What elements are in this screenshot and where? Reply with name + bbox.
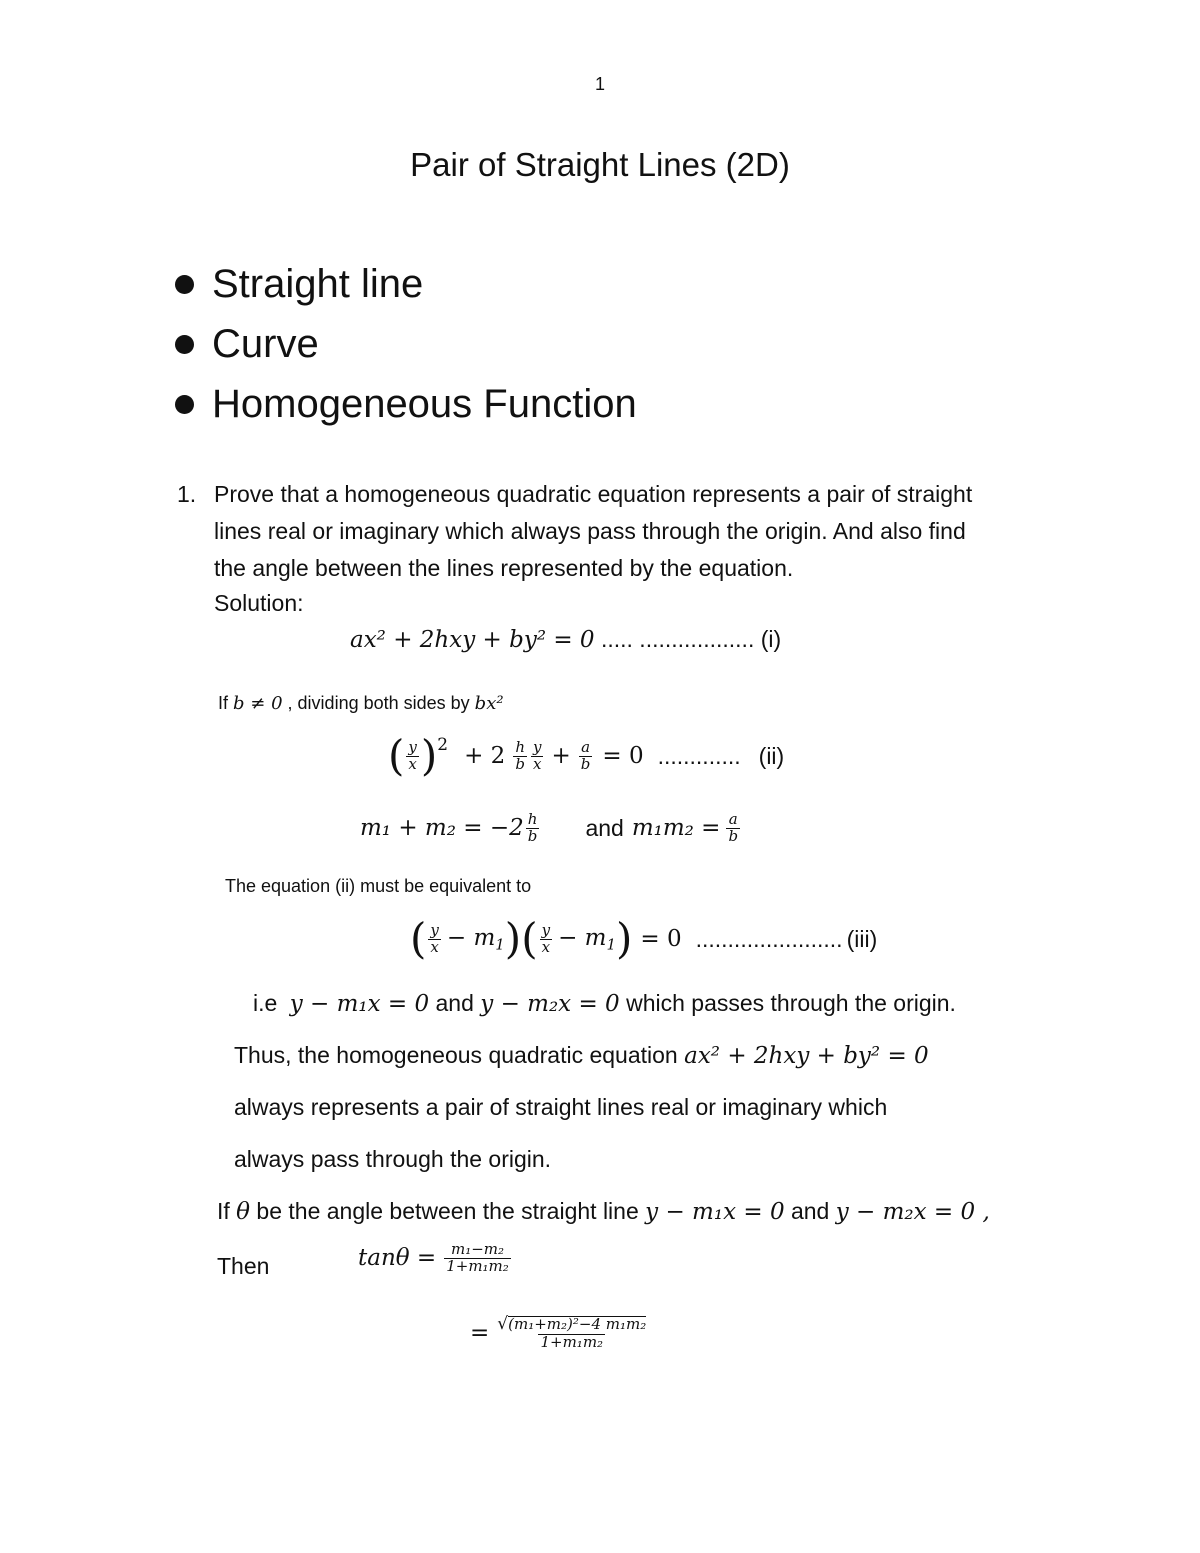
fraction-y-over-x: $\frac{y}{x}$ [532,737,542,773]
right-paren: ) [420,731,438,780]
line-equation-a: y − m₁x = 0 [289,991,430,1017]
sqrt-numerator [495,1316,648,1334]
left-paren: ( [410,914,427,963]
condition-line [218,693,504,714]
fraction-a-over-b: $\frac{a}{b}$ [580,737,591,773]
tan-equation-expanded [470,1316,650,1351]
thus-equation: ax² + 2hxy + by² = 0 [684,1043,929,1069]
angle-text: be the angle between the straight line [256,1198,639,1224]
tan-lhs: tanθ = [358,1245,437,1272]
fraction-y-over-x: $\frac{y}{x}$ [541,920,551,956]
page-title: Pair of Straight Lines (2D) [410,146,790,183]
bullet-label: Straight line [212,262,424,306]
exponent: 2 [437,735,449,755]
sum-of-roots: m₁ + m₂ = −2 [360,815,524,842]
left-paren: ( [388,731,405,780]
fraction-a-over-b: $\frac{a}{b}$ [728,810,739,845]
bullet-label: Curve [212,322,319,366]
equation-tag: (iii) [846,925,878,952]
roots-relations [360,812,742,845]
equation-ii: ( $\frac{y}{x}$ ) 2 + 2 $\frac{h}{b}$ $\frac{y}{x}$ + $\frac{a}{b}$ = 0 ............. (ii) [388,731,785,780]
theta-symbol: θ [236,1199,251,1225]
page-number: 1 [594,74,605,94]
ie-line [253,990,956,1017]
tan-fraction [444,1242,511,1275]
if-text: If [217,1198,230,1224]
condition-expression: b ≠ 0 [233,693,283,714]
fraction-h-over-b: $\frac{h}{b}$ [527,810,538,845]
line-equation-a: y − m₁x = 0 [645,1199,785,1225]
sqrt-radicand: (m₁+m₂)²−4 m₁m₂ [508,1315,647,1333]
then-label: Then [217,1253,270,1279]
equation-tag: (ii) [758,742,785,769]
fraction-h-over-b: $\frac{h}{b}$ [515,737,525,773]
ie-prefix: i.e [253,990,278,1016]
equation-tail: = 0 [602,743,644,769]
right-paren: ) [615,914,633,963]
angle-line [217,1198,990,1225]
fraction-y-over-x: $\frac{y}{x}$ [408,737,417,773]
and-text: and [435,990,474,1016]
leader-dots: ..... .................. [600,626,755,652]
equation-expression: ax² + 2hxy + by² = 0 [350,627,595,653]
line-equation-b: y − m₂x = 0 [480,991,620,1017]
equation-tail: = 0 [640,926,682,952]
bullet-dot-icon [175,395,194,414]
thus-text: Thus, the homogeneous quadratic equation [234,1042,678,1068]
equation-tag: (i) [760,626,782,652]
right-paren: ) [504,914,522,963]
divisor-expression: bx² [474,693,504,714]
bullet-dot-icon [175,335,194,354]
thus-line-3: always pass through the origin. [234,1146,552,1172]
thus-line-2: always represents a pair of straight lines real or imaginary which [234,1094,888,1120]
question-line: the angle between the lines represented by the equation. [214,555,794,581]
product-of-roots: m₁m₂ = [631,815,721,842]
left-paren: ( [521,914,538,963]
question-number: 1. [177,481,197,507]
bullet-dot-icon [175,275,194,294]
tan-fraction-expanded [495,1316,648,1351]
sqrt-icon: √ [497,1314,509,1334]
equals-sign: = [470,1320,490,1347]
equivalent-text: The equation (ii) must be equivalent to [225,876,532,896]
leader-dots: ....................... [695,925,843,952]
bullet-item [175,262,423,307]
question-line: lines real or imaginary which always pass through the origin. And also find [214,518,966,544]
bullet-label: Homogeneous Function [212,382,637,426]
fraction-y-over-x: $\frac{y}{x}$ [430,920,439,956]
line-equation-b: y − m₂x = 0 , [835,1199,990,1225]
condition-text: , dividing both sides by [287,693,470,713]
and-text: and [585,814,624,841]
bullet-item [175,382,637,427]
thus-line-1 [234,1042,929,1069]
equation-iii: ( $\frac{y}{x}$ − $m_1$ ) ( $\frac{y}{x}$ − $m_1$ ) = 0 ....................... (iii) [410,914,878,963]
tan-denominator: 1+m₁m₂ [446,1256,509,1275]
tan-denominator: 1+m₁m₂ [540,1332,604,1351]
solution-label: Solution: [214,590,304,616]
leader-dots: ............. [657,742,741,769]
bullet-item [175,322,319,367]
tan-numerator: m₁−m₂ [450,1240,505,1258]
tan-equation [358,1242,513,1275]
and-text: and [790,1198,830,1224]
question-line: Prove that a homogeneous quadratic equation represents a pair of straight [214,481,973,507]
condition-prefix: If [218,693,229,713]
ie-suffix: which passes through the origin. [626,990,956,1016]
equation-i [350,626,781,653]
